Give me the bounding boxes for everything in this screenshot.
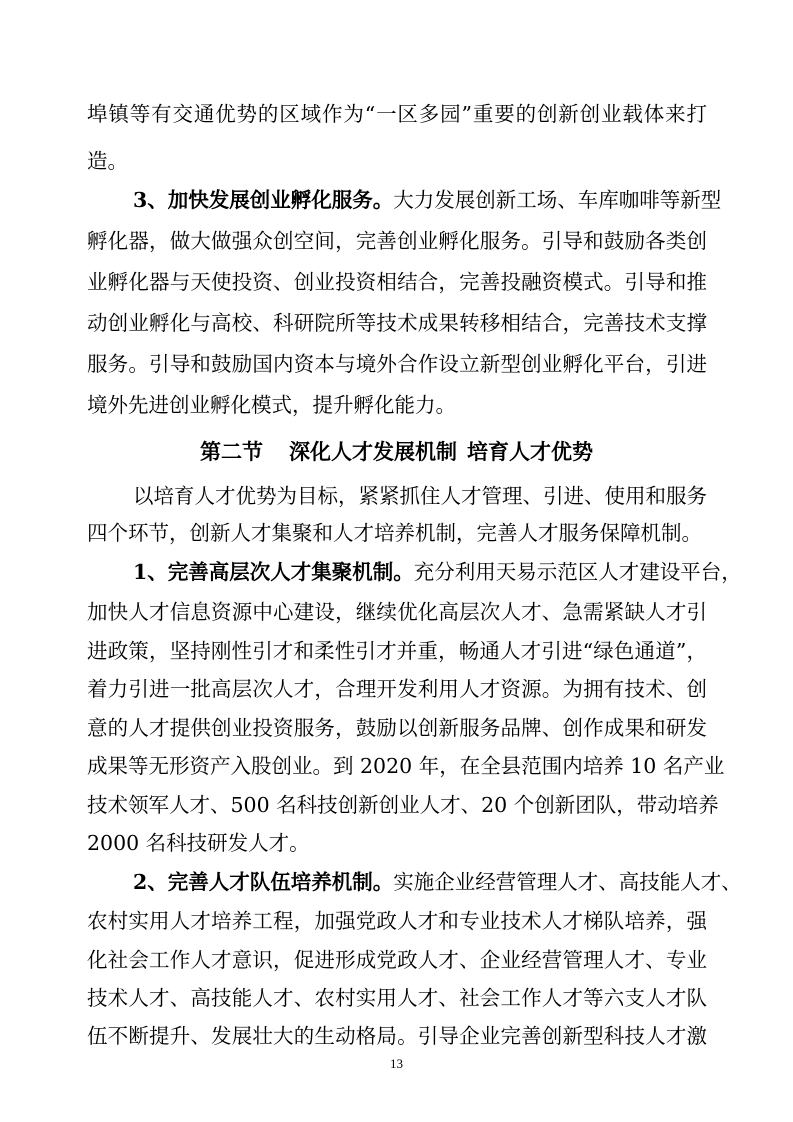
item-3-text: 大力发展创新工场、车库咖啡等新型 (393, 188, 722, 212)
paragraph-line: 加快人才信息资源中心建设，继续优化高层次人才、急需紧缺人才引 (87, 600, 707, 624)
item-1-first-line (133, 558, 742, 586)
item-2-title: 2、完善人才队伍培养机制。 (133, 870, 394, 894)
paragraph-line: 进政策，坚持刚性引才和柔性引才并重，畅通人才引进“绿色通道”， (87, 639, 707, 663)
item-1-text: 充分利用天易示范区人才建设平台， (413, 560, 742, 584)
paragraph-line: 动创业孵化与高校、科研院所等技术成果转移相结合，完善技术支撑 (87, 311, 707, 335)
paragraph-line: 伍不断提升、发展壮大的生动格局。引导企业完善创新型科技人才激 (87, 1024, 707, 1048)
item-3-title: 3、加快发展创业孵化服务。 (133, 188, 394, 212)
section-title-part2: 培育人才优势 (467, 439, 593, 464)
paragraph-line: 埠镇等有交通优势的区域作为“一区多园”重要的创新创业载体来打 (87, 102, 707, 126)
item-2-text: 实施企业经营管理人才、高技能人才、 (393, 870, 742, 894)
paragraph-line: 以培育人才优势为目标，紧紧抓住人才管理、引进、使用和服务 (133, 484, 707, 508)
paragraph-line: 四个环节，创新人才集聚和人才培养机制，完善人才服务保障机制。 (87, 521, 702, 545)
item-1-title: 1、完善高层次人才集聚机制。 (133, 560, 414, 584)
paragraph-line: 造。 (87, 149, 128, 173)
paragraph-line: 境外先进创业孵化模式，提升孵化能力。 (87, 393, 456, 417)
item-2-first-line (133, 868, 742, 896)
paragraph-line: 农村实用人才培养工程，加强党政人才和专业技术人才梯队培养，强 (87, 909, 707, 933)
paragraph-line: 着力引进一批高层次人才，合理开发利用人才资源。为拥有技术、创 (87, 677, 707, 701)
paragraph-line: 孵化器，做大做强众创空间，完善创业孵化服务。引导和鼓励各类创 (87, 229, 707, 253)
paragraph-line: 意的人才提供创业投资服务，鼓励以创新服务品牌、创作成果和研发 (87, 716, 707, 740)
item-3-first-line (133, 186, 722, 214)
section-number: 第二节 (200, 439, 263, 464)
paragraph-line: 技术人才、高技能人才、农村实用人才、社会工作人才等六支人才队 (87, 986, 707, 1010)
paragraph-line: 2000 名科技研发人才。 (87, 831, 310, 855)
paragraph-line: 服务。引导和鼓励国内资本与境外合作设立新型创业孵化平台，引进 (87, 352, 707, 376)
page-number: 13 (390, 1056, 403, 1071)
section-heading (0, 438, 793, 466)
paragraph-line: 技术领军人才、500 名科技创新创业人才、20 个创新团队，带动培养 (87, 793, 719, 817)
paragraph-line: 成果等无形资产入股创业。到 2020 年，在全县范围内培养 10 名产业 (87, 754, 725, 778)
section-title-part1: 深化人才发展机制 (289, 439, 457, 464)
paragraph-line: 业孵化器与天使投资、创业投资相结合，完善投融资模式。引导和推 (87, 270, 707, 294)
paragraph-line: 化社会工作人才意识，促进形成党政人才、企业经营管理人才、专业 (87, 948, 707, 972)
